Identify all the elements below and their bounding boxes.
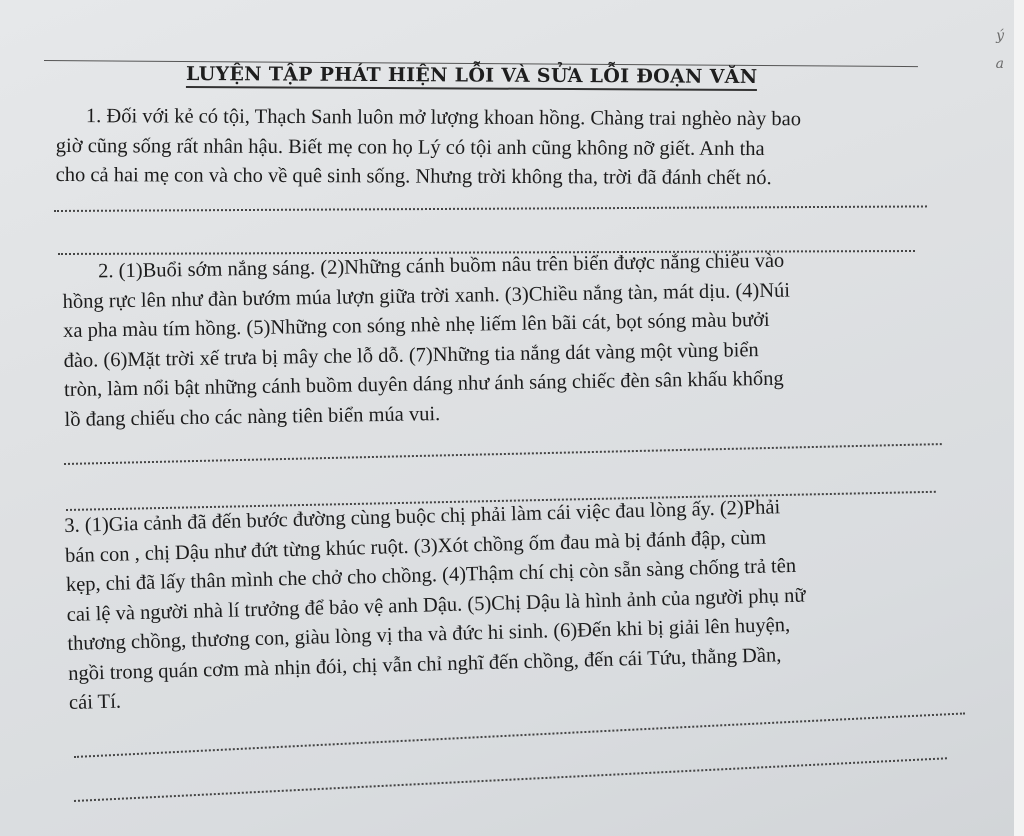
exercise-3-line: 3. (1)Gia cảnh đã đến bước đường cùng buộc chị phải làm cái việc đau lòng ấy. (2)Phải: [64, 496, 781, 537]
answer-line: [54, 205, 927, 212]
exercise-1-line: 1. Đối với kẻ có tội, Thạch Sanh luôn mở lượng khoan hồng. Chàng trai nghèo này bao: [85, 105, 802, 131]
exercise-3-line: kẹp, chi đã lấy thân mình che chở cho chồng. (4)Thậm chí chị còn sẵn sàng chống trả tên: [65, 554, 797, 596]
exercise-2-line: hồng rực lên như đàn bướm múa lượn giữa trời xanh. (3)Chiều nắng tàn, mát dịu. (4)Núi: [62, 279, 791, 313]
margin-mark: ý: [996, 28, 1004, 44]
margin-handwriting: [984, 22, 1004, 78]
answer-line: [74, 712, 965, 758]
exercise-3-line: ngồi trong quán cơm mà nhịn đói, chị vẫn chỉ nghĩ đến chồng, đến cái Tứu, thằng Dần,: [67, 643, 782, 685]
background-sheet-edge: [1014, 0, 1024, 836]
exercise-2-line: đào. (6)Mặt trời xế trưa bị mây che lỗ dỗ. (7)Những tia nắng dát vàng một vùng biển: [63, 338, 759, 372]
exercise-3-line: bán con , chị Dậu như đứt từng khúc ruột. (3)Xót chồng ốm đau mà bị đánh đập, cùm: [64, 526, 767, 567]
exercise-3-line: cái Tí.: [68, 690, 122, 714]
exercise-2-paragraph: [62, 244, 945, 435]
exercise-2-line: tròn, làm nổi bật những cánh buồm duyên dáng như ánh sáng chiếc đèn sân khấu khổng: [63, 367, 784, 401]
answer-line: [64, 443, 942, 465]
exercise-3-line: cai lệ và người nhà lí trưởng để bảo vệ anh Dậu. (5)Chị Dậu là hình ảnh của người phụ nữ: [66, 584, 806, 626]
exercise-2-line: xa pha màu tím hồng. (5)Những con sóng nhè nhẹ liếm lên bãi cát, bọt sóng màu bưởi: [62, 308, 770, 342]
exercise-3-line: thương chồng, thương con, giàu lòng vị tha và đức hi sinh. (6)Đến khi bị giải lên huyện,: [67, 614, 791, 655]
exercise-2-line: 2. (1)Buổi sớm nắng sáng. (2)Những cánh buồm nâu trên biển được nắng chiếu vào: [98, 249, 785, 283]
exercise-2-line: lồ đang chiếu cho các nàng tiên biển múa vui.: [64, 402, 441, 431]
margin-mark: a: [995, 56, 1004, 72]
exercise-1-paragraph: [56, 102, 926, 194]
exercise-1-line: cho cả hai mẹ con và cho về quê sinh sống. Nhưng trời không tha, trời đã đánh chết nó.: [55, 163, 772, 190]
exercise-3-paragraph: [64, 488, 969, 718]
answer-line: [74, 757, 947, 802]
exercise-1-line: giờ cũng sống rất nhân hậu. Biết mẹ con họ Lý có tội anh cũng không nỡ giết. Anh tha: [55, 134, 765, 160]
worksheet-title: LUYỆN TẬP PHÁT HIỆN LỖI VÀ SỬA LỖI ĐOẠN VĂN: [186, 63, 758, 91]
